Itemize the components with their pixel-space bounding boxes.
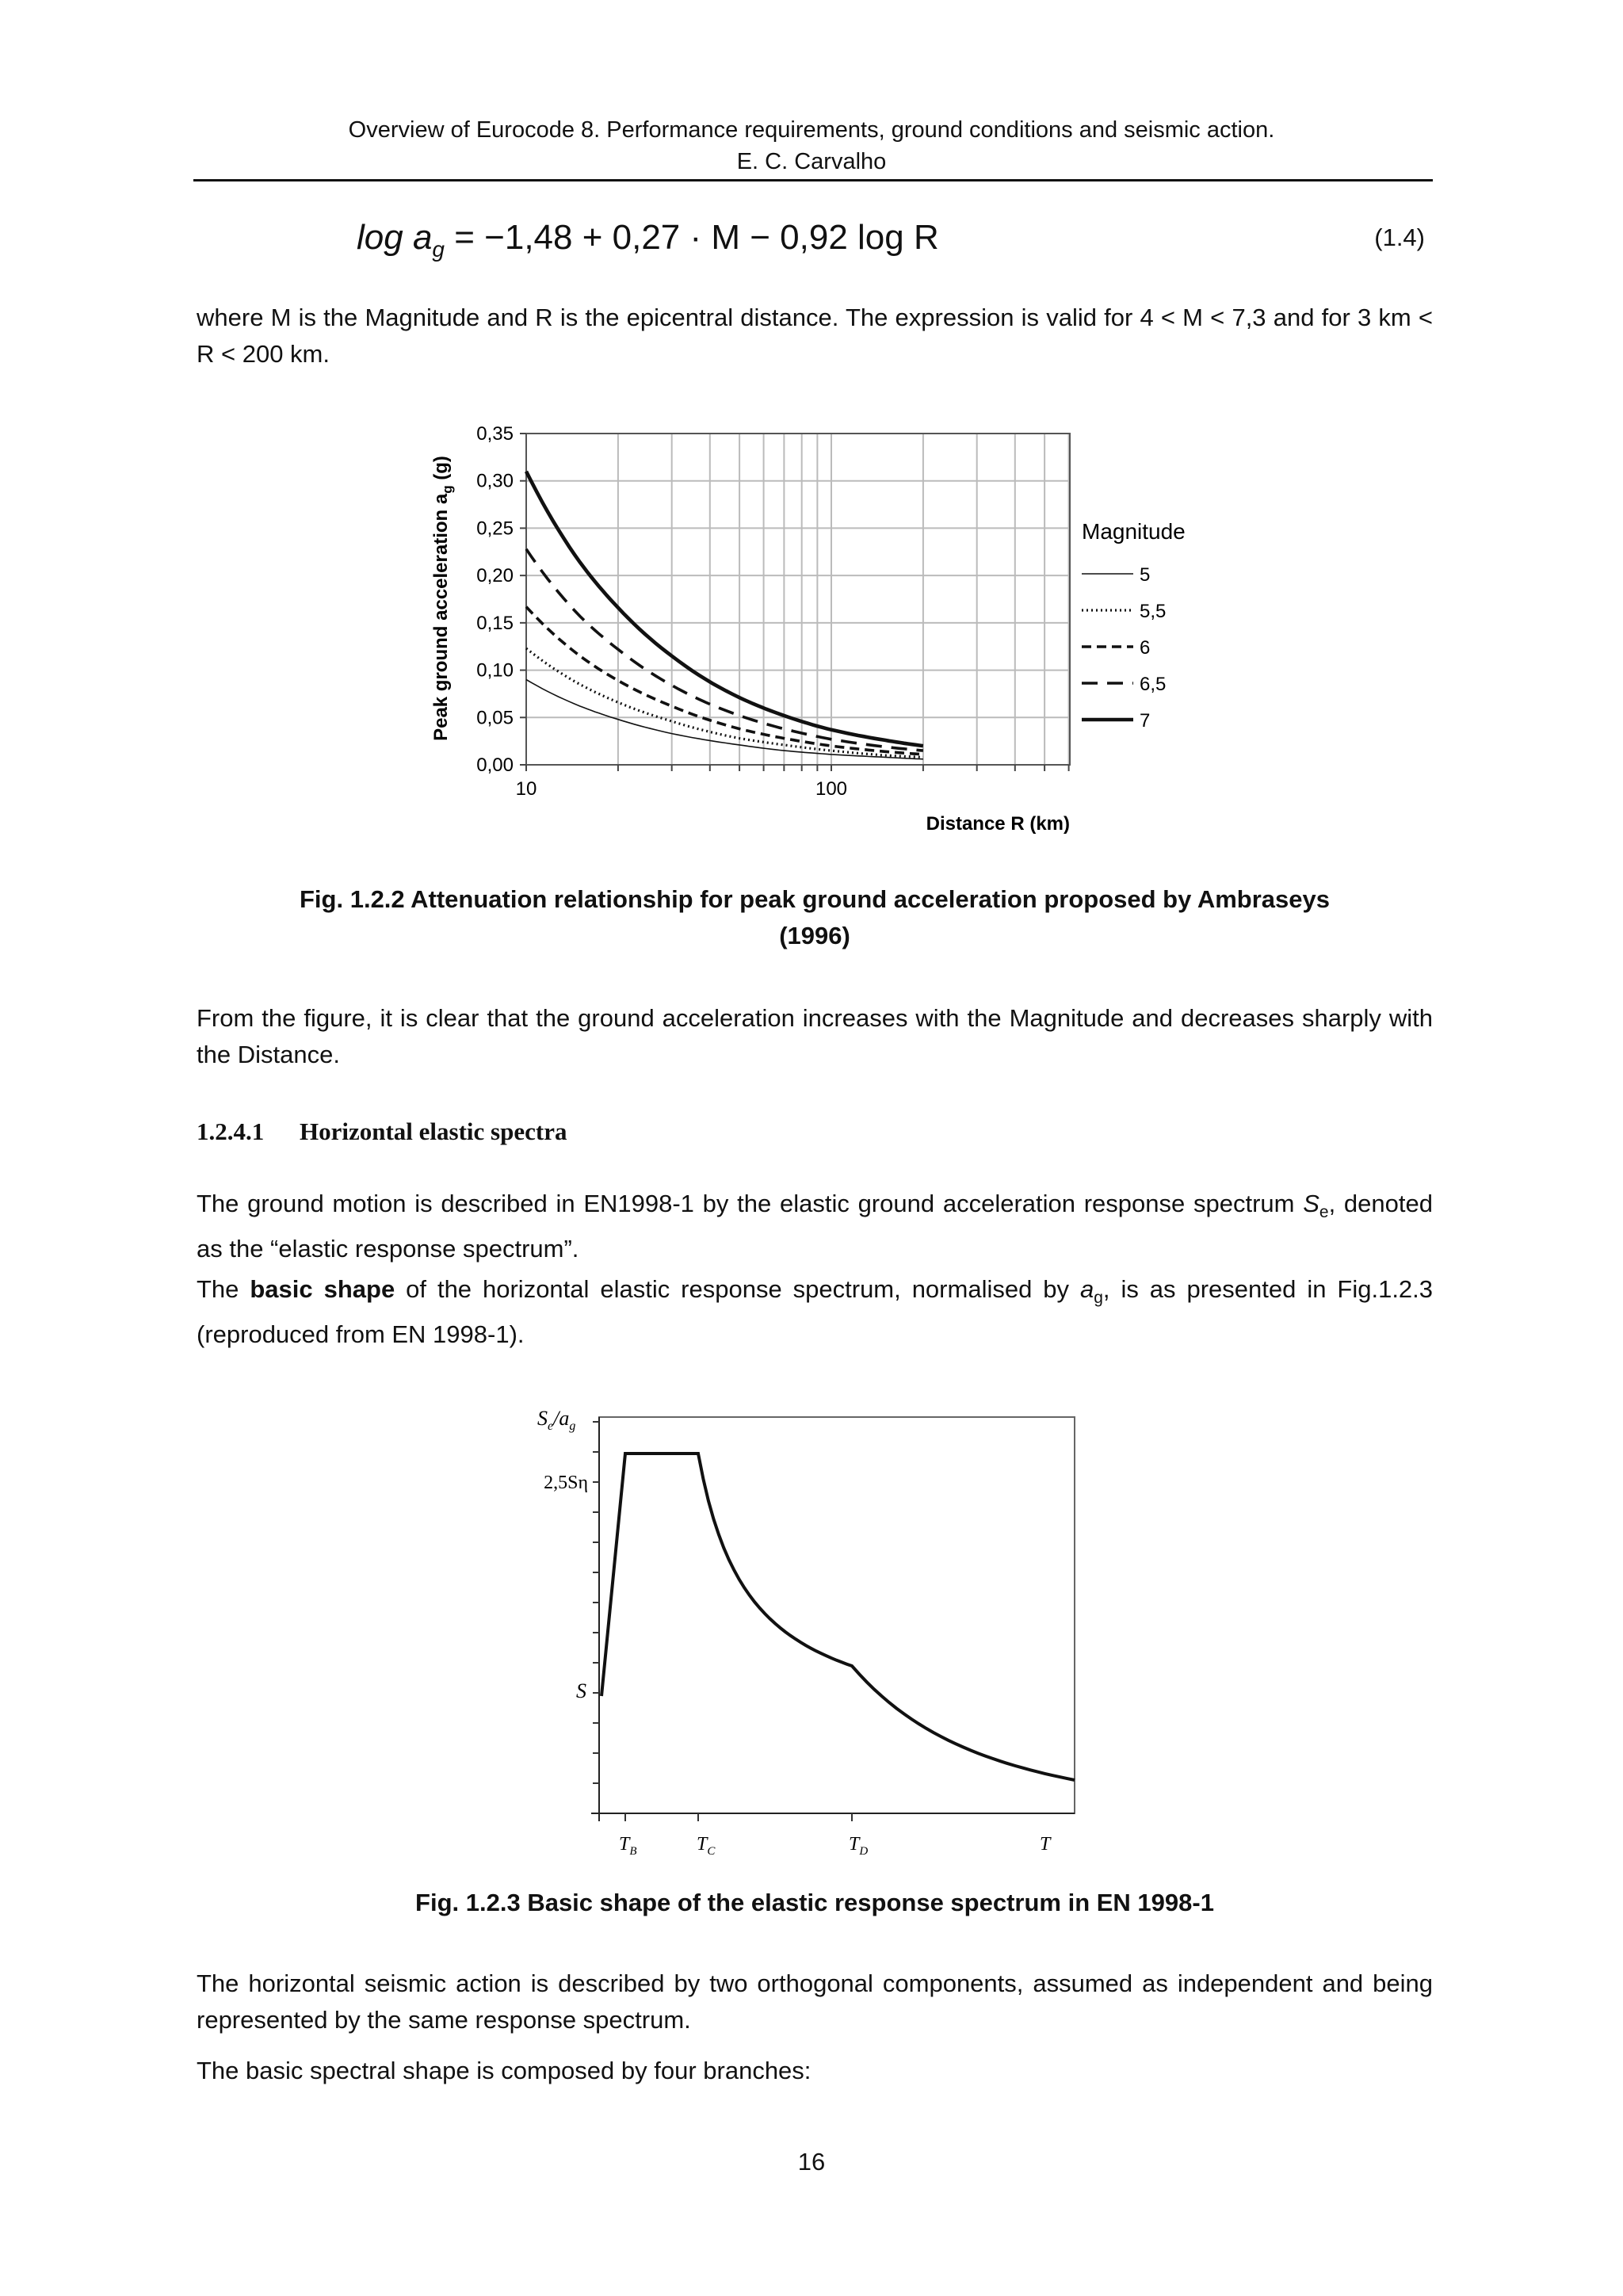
- series-line-m7: [526, 472, 923, 746]
- paragraph-3-symbol: S: [1303, 1190, 1319, 1217]
- equation-lhs: log a: [357, 218, 433, 257]
- y-tick-label: 0,25: [476, 518, 514, 540]
- equation-1-4: [357, 214, 939, 273]
- section-heading: [197, 1117, 567, 1146]
- legend-label: 6,5: [1140, 674, 1167, 695]
- attenuation-series: [526, 472, 923, 759]
- paragraph-1: where M is the Magnitude and R is the epicentral distance. The expression is valid for 4 < M < 7,3 and for 3 km < R < 200 km.: [197, 304, 1433, 368]
- legend-label: 7: [1140, 710, 1151, 732]
- figure-1-2-2-caption-line2: (1996): [779, 922, 850, 949]
- attenuation-y-axis-label: Peak ground acceleration $a_g$ (g): [430, 456, 455, 741]
- x-label-b: $T_B$: [619, 1834, 637, 1858]
- y-tick-label: 0,00: [476, 755, 514, 776]
- paragraph-4-text-c: , is as presented in Fig.1.2.3 (reproduced from EN 1998-1).: [197, 1275, 1434, 1349]
- paragraph-4-text-a: The: [197, 1275, 250, 1303]
- attenuation-legend: [1082, 519, 1186, 732]
- legend-title: Magnitude: [1082, 519, 1186, 544]
- y-tick-label: 0,30: [476, 470, 514, 492]
- x-label-d: $T_D$: [849, 1834, 869, 1858]
- paragraph-4-symbol: a: [1079, 1275, 1094, 1303]
- paragraph-4-bold: basic shape: [250, 1275, 395, 1303]
- legend-label: 5,5: [1140, 601, 1167, 622]
- figure-1-2-2-caption-line1: Fig. 1.2.2 Attenuation relationship for peak ground acceleration proposed by Ambraseys: [300, 885, 1330, 913]
- paragraph-2: From the figure, it is clear that the ground acceleration increases with the Magnitude and decreases sharply with the Distance.: [197, 1004, 1433, 1068]
- spectrum-plot-frame: [599, 1417, 1075, 1813]
- paragraph-3-sub: e: [1319, 1203, 1329, 1222]
- y-tick-label: 0,20: [476, 565, 514, 587]
- y-tick-label: 0,15: [476, 612, 514, 634]
- section-number: 1.2.4.1: [197, 1117, 265, 1145]
- paragraph-4: [197, 1271, 1433, 1353]
- attenuation-x-ticks: [516, 765, 1069, 800]
- paragraph-5: The horizontal seismic action is described by two orthogonal components, assumed as independent and being represented by the same response spectrum.: [197, 1969, 1433, 2034]
- series-line-m6-5: [526, 549, 923, 751]
- header-title: Overview of Eurocode 8. Performance requirements, ground conditions and seismic action.: [348, 117, 1275, 143]
- header-author: E. C. Carvalho: [736, 149, 887, 174]
- spectrum-curve: [601, 1454, 1075, 1780]
- legend-label: 5: [1140, 564, 1151, 586]
- x-label-c: $T_C$: [697, 1834, 716, 1858]
- figure-1-2-2-caption: [197, 881, 1433, 954]
- spectrum-x-labels: [619, 1834, 1052, 1858]
- equation-lhs-sub: g: [432, 236, 445, 262]
- page-number: 16: [797, 2148, 826, 2176]
- paragraph-6: The basic spectral shape is composed by four branches:: [197, 2057, 812, 2084]
- x-tick-label: 10: [515, 778, 537, 800]
- x-tick-label: 100: [815, 778, 848, 800]
- section-title: Horizontal elastic spectra: [300, 1117, 567, 1145]
- paragraph-4-sub: g: [1094, 1289, 1103, 1308]
- y-tick-label: 0,10: [476, 659, 514, 682]
- legend-label: 6: [1140, 637, 1151, 659]
- spectrum-level-high: 2,5Sη: [544, 1473, 588, 1493]
- spectrum-y-axis-label: $S_e/a_g$: [537, 1407, 576, 1433]
- header-rule: [193, 179, 1433, 181]
- attenuation-x-axis-label: Distance R (km): [926, 813, 1070, 835]
- spectrum-ticks: [593, 1422, 852, 1821]
- attenuation-chart: [412, 416, 1244, 844]
- figure-1-2-3-caption: Fig. 1.2.3 Basic shape of the elastic response spectrum in EN 1998-1: [415, 1889, 1214, 1916]
- x-label-t: T: [1040, 1834, 1051, 1855]
- spectrum-level-low: S: [576, 1679, 586, 1702]
- y-tick-label: 0,35: [476, 423, 514, 445]
- series-line-m5-5: [526, 648, 923, 757]
- paragraph-3-text-b: , denoted as the “elastic response spectrum”.: [197, 1190, 1433, 1263]
- attenuation-y-ticks: [476, 423, 526, 776]
- series-line-m6: [526, 607, 923, 755]
- paragraph-4-text-b: of the horizontal elastic response spectrum, normalised by: [395, 1275, 1080, 1303]
- paragraph-3: [197, 1186, 1433, 1267]
- paragraph-3-text-a: The ground motion is described in EN1998-1 by the elastic ground acceleration response spectrum: [197, 1190, 1304, 1217]
- spectrum-chart: [507, 1387, 1109, 1878]
- equation-rhs: = −1,48 + 0,27 · M − 0,92 log R: [454, 218, 939, 257]
- y-tick-label: 0,05: [476, 707, 514, 729]
- equation-number: (1.4): [1374, 223, 1425, 251]
- running-header: [0, 114, 1623, 178]
